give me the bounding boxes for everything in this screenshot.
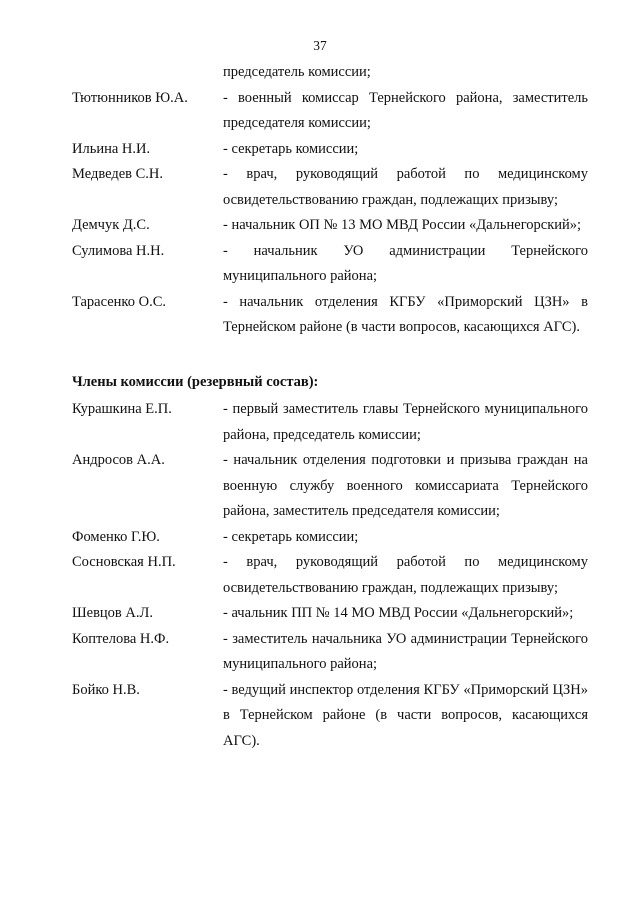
reserve-members-list — [72, 397, 588, 754]
member-row — [72, 448, 588, 525]
member-name: Бойко Н.В. — [72, 681, 140, 698]
reserve-heading: Члены комиссии (резервный состав): — [72, 373, 319, 390]
intro-continuation-row — [72, 60, 588, 86]
member-name: Демчук Д.С. — [72, 217, 150, 233]
member-name: Тарасенко О.С. — [72, 293, 167, 310]
member-name: Тютюнников Ю.А. — [72, 89, 188, 106]
member-name: Сосновская Н.П. — [72, 554, 176, 570]
document-body — [72, 60, 588, 754]
member-row — [72, 137, 588, 163]
member-row — [72, 86, 588, 137]
member-row — [72, 678, 588, 755]
member-row — [72, 162, 588, 213]
member-row — [72, 525, 588, 551]
member-name: Андросов А.А. — [72, 452, 165, 468]
member-role: - начальник отделения подготовки и призыва граждан на военную службу военного комиссариата Тернейского района, заместитель председателя комиссии; — [223, 452, 588, 519]
intro-continuation: председатель комиссии; — [223, 64, 371, 80]
page-number: 37 — [313, 38, 327, 53]
member-role: - заместитель начальника УО администрации Тернейского муниципального района; — [223, 630, 588, 672]
member-role: - военный комиссар Тернейского района, заместитель председателя комиссии; — [223, 89, 588, 131]
member-name: Фоменко Г.Ю. — [72, 528, 160, 545]
member-role: - начальник УО администрации Тернейского муниципального района; — [223, 242, 588, 284]
member-row — [72, 550, 588, 601]
member-role: - секретарь комиссии; — [223, 528, 359, 545]
member-row — [72, 290, 588, 341]
member-name: Ильина Н.И. — [72, 140, 151, 157]
member-role: - первый заместитель главы Тернейского муниципального района, председатель комиссии; — [223, 401, 588, 443]
member-role: - врач, руководящий работой по медицинскому освидетельствованию граждан, подлежащих призыву; — [223, 166, 588, 208]
member-name: Коптелова Н.Ф. — [72, 630, 170, 647]
member-row — [72, 239, 588, 290]
member-row — [72, 627, 588, 678]
member-row — [72, 601, 588, 627]
main-members-list — [72, 86, 588, 341]
member-role: - начальник ОП № 13 МО МВД России «Дальнегорский»; — [223, 217, 582, 233]
member-name: Медведев С.Н. — [72, 166, 164, 182]
member-role: - ачальник ПП № 14 МО МВД России «Дальнегорский»; — [223, 605, 574, 621]
member-role: - начальник отделения КГБУ «Приморский ЦЗН» в Тернейском районе (в части вопросов, касающихся АГС). — [223, 293, 588, 335]
member-role: - врач, руководящий работой по медицинскому освидетельствованию граждан, подлежащих призыву; — [223, 554, 588, 596]
member-role: - ведущий инспектор отделения КГБУ «Приморский ЦЗН» в Тернейском районе (в части вопросов, касающихся АГС). — [223, 681, 588, 749]
member-name: Шевцов А.Л. — [72, 605, 153, 621]
member-row — [72, 397, 588, 448]
member-row — [72, 213, 588, 239]
member-name: Сулимова Н.Н. — [72, 242, 165, 259]
member-role: - секретарь комиссии; — [223, 140, 359, 157]
member-name: Курашкина Е.П. — [72, 401, 172, 417]
